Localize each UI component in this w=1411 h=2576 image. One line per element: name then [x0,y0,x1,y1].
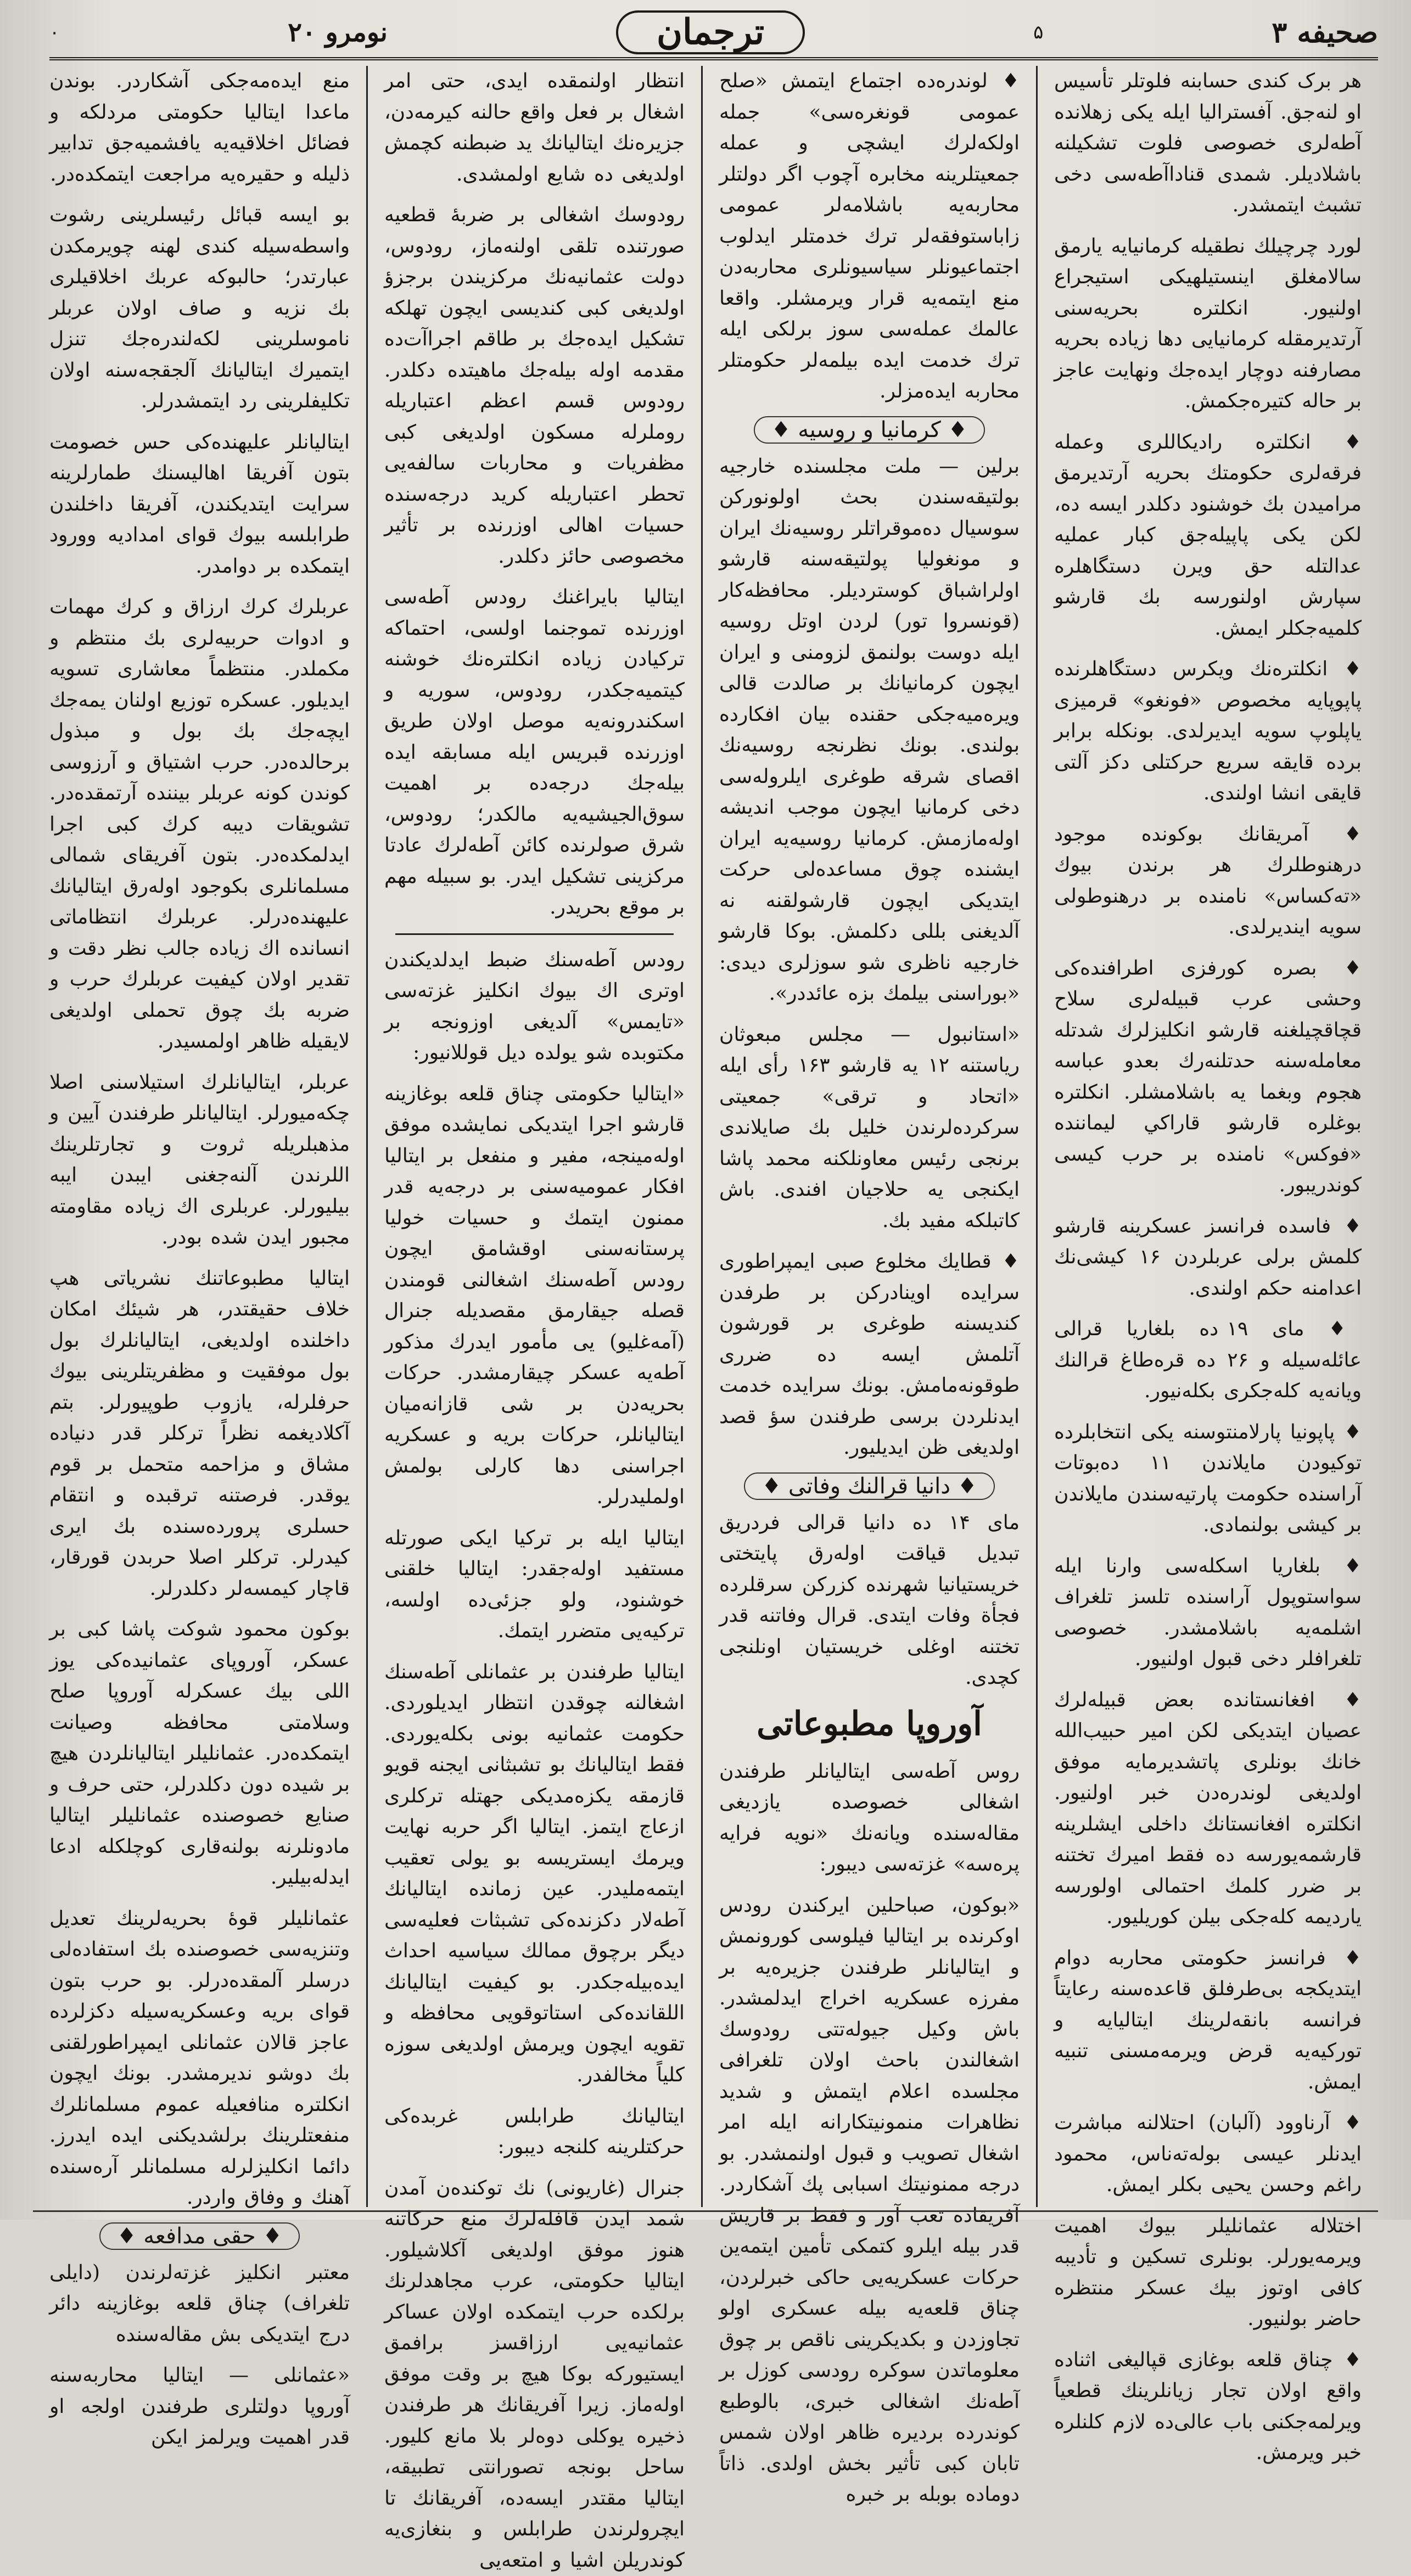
paragraph: «عثمانلی — ايتاليا محاربه‌سنه آوروپا دولتلری طرفندن اولجه او قدر اهميت ويرلمز ايكن [49,2360,350,2454]
column-4 [33,66,368,2207]
subheading-text: ♦ حقی مدافعه ♦ [99,2222,300,2250]
paragraph: مای ۱۴ ده دانيا قرالی فردريق تبديل قياقت اولەرق پايتختی خريستيانيا شهرنده كزركن سرقلرده فجأة وفات ايتدی. قرال وفاتنه قدر تختنه اوغلی خريستيان اونلنجی كچدی. [719,1508,1020,1694]
paragraph: ايتاليا طرفندن بر عثمانلی آطەسنك اشغالنه چوقدن انتظار ايديلوردی. حكومت عثمانيه بونی بكلەيوردی. فقط ايتاليانك بو تشبثانی ايجنه قويو قازمقه يكزەمديكی جهتله تركلری ازعاج ايتمز. ايتاليا اگر حربه نهايت ويرمك ايستريسه بو يولی تعقيب ايتمه‌ملیدر. عين زمانده ايتاليانك آطەلار دكزنده‌كی تشبثات فعليه‌سی ديگر برچوق ممالك سياسيه احداث ايده‌بيلەجكدر. بو كيفيت ايتاليانك اللقانده‌كی استاتوقويی محافظه و تقويه ايچون ويرمش اولديغی سوزه كلياً مخالفدر. [384,1657,685,2091]
paragraph: ♦ بلغاريا اسكله‌سی وارنا ايله سواستوپول آراسنده تلسز تلغراف اشلمه‌يه باشلامشدر. خصوصی تلغرافلر دخی قبول اولنيور. [1054,1551,1362,1675]
paragraph: ايتاليا ايله بر تركيا ايكی صورتله مستفيد اولەجقدر: ايتاليا خلقنی خوشنود، ولو جزئی‌ده اولسه، تركيه‌يی متضرر ايتمك. [384,1523,685,1647]
paragraph: ايتاليا بايراغنك رودس آطەسی اوزرنده تموجنما اولسی، احتماكه تركيادن زياده انكلترەنك خوشنه كيتمیه‌جكدر، رودوس، سوريه و اسكندرونه‌يه موصل اولان طريق اوزرنده قبريس ايله مسابقه ايده بيله‌جك درجه‌ده بر اهميت سوق‌الجيشيه‌يه مالكدر؛ رودوس، شرق صولرنده كائن آطەلرك عادتا مركزينی تشكيل ايدر. بو سبيله مهم بر موقع بحريدر. [384,582,685,923]
paragraph: ايتاليانك طرابلس غربده‌كی حركتلرينه كلنجه ديبور: [384,2101,685,2163]
paragraph: ايتاليا مطبوعاتنك نشرياتی هپ خلاف حقيقتدر، هر شيئك امكان داخلنده اولديغی، ايتاليانلرك بول بول موفقيت و مظفريتلرينی بيوك حرفلرله، يازوب طوپيورلر. بتم آكلاديغمه نظراً تركلر قدر دنياده مشاق و مزاحمه متحمل بر قوم يوقدر. فرصتنه ترقبده و انتقام حسلری پرورده‌سنده بك ايری كيدرلر. تركلر اصلا حربدن قورقار، قاچار كيمسه‌لر دكلدرلر. [49,1263,350,1605]
section-title: آوروپا مطبوعاتی [719,1705,1020,1743]
subheading-text: ♦ كرمانيا و روسيه ♦ [754,416,986,444]
paragraph: برلين — ملت مجلسنده خارجيه بولتيقەسندن بحث اولونوركن سوسيال دەموقراتلر روسيه‌نك ايران و مونغوليا پولتيقەسنه قارشو اولراشباق كوسترديلر. محافظه‌كار (قونسروا تور) لردن اوتل روسيه ايله دوست بولنمق لزومنی و ايران ايچون كرمانيانك بر صالدت قالی ويرەمیه‌جكی حقنده بيان افكارده بولندی. بونك نظرنجه روسيه‌نك اقصای شرقه طوغری ايلرولەسی دخی كرمانيا ايچون موجب انديشه اولەمازمش. كرمانيا روسيه‌يه ايران ايشنده چوق مساعدەلی حركت ايتديكی ايچون قارشولقنه نه آلديغنی بللی دكلمش. بوكا قارشو خارجيه ناظری شو سوزلری ديدی: «بوراسنی بيلمك بزه عائددر». [719,451,1020,1010]
paragraph: ♦ فاسده فرانسز عسكرينه قارشو كلمش برلی عربلردن ۱۶ كيشی‌نك اعدامنه حكم اولندی. [1054,1211,1362,1304]
issue-number-small: ۰ [49,21,59,43]
paragraph: ♦ چناق قلعه بوغازی قپاليغی اثناده واقع اولان تجار زيانلرينك قطعياً ويرلمەجكنی باب عالی‌ده لازم كلنلره خبر ويرمش. [1054,2345,1362,2469]
subheading [49,2224,350,2249]
paragraph: عربلرك كرك ارزاق و كرك مهمات و ادوات حربيەلری بك منتظم و مكملدر. منتظماً معاشاری تسويه ايديلور. عسكره توزيع اولنان يمه‌جك ايچه‌جك بك بول و مبذول برحالده‌در. حرب اشتياق و آرزوسی كوندن كونه عربلر بيننده آرتمقده‌در. تشويقات ديبه كرك كبی اجرا ايدلمكده‌در. بتون آفريقای شمالی مسلمانلری بكوجود اولەرق ايتاليانك عليهنده‌درلر. عربلرك انتظاماتی انسانده اك زياده جالب نظر دقت و تقدير اولان كيفيت عربلرك حرب و ضربه بك چوق تحملی اولديغی لايقيله ظاهر اولمسيدر. [49,592,350,1057]
paragraph: ايتاليانلر عليهنده‌كی حس خصومت بتون آفريقا اهاليسنك طمارلرينه سرايت ايتديكندن، آفريقا داخلندن طرابلسه بيوك قوای امداديه وورود ايتمكده بر دوامدر. [49,427,350,583]
paragraph: انتظار اولنمقده ايدی، حتی امر اشغال بر فعل واقع حالنه كيرمەدن، جزيرەنك ايتاليانك يد ضبطنه كچمش اولديغی ده شايع اولمشدی. [384,66,685,190]
paragraph: ♦ آمريقانك بوكونده موجود درهنوطلرك هر برندن بيوك «تەكساس» نامنده بر درهنوطولی سويه ايندیرلدی. [1054,819,1362,943]
paragraph: رودس آطەسنك ضبط ايدلديكندن اوتری اك بيوك انكليز غزته‌سی «تايمس» آلديغی اوزونجه بر مكتوبده شو يولده ديل قوللانيور: [384,945,685,1069]
paragraph: منع ايده‌مه‌جكی آشكاردر. بوندن ماعدا ايتاليا حكومتی مردلكه و فضائل اخلاقيه‌يه يافشميه‌جق تدابير ذليله و حقيرەيه مراجعت ايتمكده‌در. [49,66,350,190]
paragraph: عثمانليلر قوهٔ بحريەلرينك تعديل وتنزيه‌سی خصوصنده بك استفادەلی درسلر آلمقده‌درلر. بو حرب بتون قوای بريه وعسكريه‌سيله دكزلرده عاجز قالان عثمانلی ايمپراطورلقنی بك دوشو نديرمشدر. بونك ايچون انكلتره منافعيله عموم مسلمانلرك منفعتلرينك برلشديكنی ايده ايدرز. دائما انكليزلرله مسلمانلر آره‌سنده آهنك و وفاق واردر. [49,1903,350,2214]
paragraph: ♦ بصره كورفزی اطرافنده‌كی وحشی عرب قبيلەلری سلاح قچاقچيلغنه قارشو انكليزلرك شدتله معاملەسنه حدتلنه‌رك بعدو عباسه هجوم وبغما يه باشلامشلر. انكلتره بوغلره قارشو قاراكي ليماننده «فوكس» نامنده بر حرب كيسی كوندريبور. [1054,953,1362,1201]
paragraph: ♦ آرناوود (آلبان) احتلالنه مباشرت ايدنلر عيسی بولەتەناس، محمود راغم وحسن يحيی بكلر ايمش. [1054,2108,1362,2201]
paragraph: هر برک کندی حسابنه فلوتلر تأسیس او لنەجق. آفستراليا ايله يكی زهلانده آطەلری خصوصی فلوت تشکيلنه باشلاديلر. شمدی قناداآطەسی دخی تشبث ایتمشدر. [1054,66,1362,221]
page-header [49,8,1378,60]
page-number-small: ۵ [1033,21,1043,43]
paragraph: اختلاله عثمانليلر بيوك اهميت ويرمەيورلر. بونلری تسكين و تأديبه كافی اوتوز بيك عسكر منتظره حاضر بولنيور. [1054,2211,1362,2335]
paragraph: رودوسك اشغالی بر ضربهٔ قطعيه صورتنده تلقی اولنەماز، رودوس، دولت عثمانيەنك مركزيندن برجزؤ اولديغی كبی كندیسی ايچون تهلكه تشكيل ايده‌جك بر طاقم اجراآت‌ده مقدمه اوله بيله‌جك ماهيتده دكلدر. رودوس قسم اعظم اعتباريله روملرله مسكون اولديغی كبی مظفريات و محاربات سالفه‌يی تحطر اعتباريله كريد درجەسنده حسيات اهالی اوزرنده بر تأثير مخصوصی حائز دكلدر. [384,200,685,572]
paragraph: روس آطەسی ايتاليانلر طرفندن اشغالی خصوصده يازديغی مقالەسنده ويانەنك «نويه فرايه پرەسه» غزته‌سی ديبور: [719,1756,1020,1880]
subheading-text: ♦ دانيا قرالنك وفاتی ♦ [744,1472,994,1500]
divider [395,933,674,935]
paragraph: عربلر، ايتاليانلرك استيلاسنی اصلا چكه‌ميورلر. ايتاليانلر طرفندن آيين و مذهبلريله ثروت و تجارتلرينك اللرندن آلنه‌جغنی ايبدن ايبه بيليورلر. عربلری اك زياده مقاومته مجبور ايدن شده بودر. [49,1067,350,1253]
paragraph: ♦ مای ۱۹ ده بلغاريا قرالی عائلەسيله و ۲۶ ده قره‌طاغ قرالنك ويانه‌يه كله‌جكری بكله‌نيور. [1054,1314,1362,1407]
column-1 [1038,66,1378,2207]
subheading [719,417,1020,443]
paragraph: ♦ لوندره‌ده اجتماع ايتمش «صلح عمومی قونغرەسی» جمله اولكەلرك ايشچی و عمله جمعيتلرينه مخابره آچوب اگر دولتلر محاربه‌يه باشلامه‌لر عمومی زاباستوفقه‌لر ترك خدمتلر ايدلوب اجتماعيونلر سياسيونلری محاربەدن منع ايتمه‌يه قرار ويرمشلر. واقعا عالمك عملەسی سوز برلكی ايله ترك خدمت ايده بيلمه‌لر حكومتلر محاربه ايده‌مزلر. [719,66,1020,407]
paragraph: معتبر انكليز غزته‌لرندن (دايلی تلغراف) چناق قلعه بوغازينه دائر درج ايتديكی بش مقاله‌سنده [49,2258,350,2351]
column-3 [368,66,703,2207]
footer-rule [33,2210,1378,2212]
page-label [1272,16,1378,49]
paragraph: ♦ پاپونيا پارلامنتوسنه يكی انتخابلرده توكيودن مايلاندن ۱۱ دەبوتات آراسنده حكومت پارتيەسندن مايلاندن بر كيشی بولنمادی. [1054,1417,1362,1541]
paragraph: ♦ انكلتره راديكاللری وعمله فرقەلری حكومتك بحريه آرتديرمق مراميدن بك خوشنود دکلدر ایسه ده، لكن يكی پاپيله‌جق كبار عمليه عدالتله حق ويرن دستگاهلره سپارش اولنورسه بك قارشو كلمیه‌جكلر ايمش. [1054,427,1362,645]
paragraph: ♦ فرانسز حكومتی محاربه دوام ايتديكجه بی‌طرفلق قاعده‌سنه رعايتاً فرانسه بانقەلرينك ايتاليايه و توركيه‌يه قرض ويرمه‌مسنی تنبيه ايمش. [1054,1943,1362,2098]
paragraph: بوكون محمود شوكت پاشا كبی بر عسكر، آوروپای عثمانيده‌كی يوز اللی بيك عسكرله آوروپا صلح وسلامتی محافظه وصيانت ايتمكده‌در. عثمانليلر ايتاليانلردن هيچ بر شيده دون دكلدرلر، حتی حرف و صنايع خصوصنده عثمانليلر ايتاليا مادونلرنه بولنه‌قاری كوچلكله ادعا ايدلەبيلير. [49,1614,350,1894]
article-columns [33,66,1378,2207]
paragraph: «بوكون، صباحلين ايركندن رودس اوكرنده بر ايتاليا فيلوسی كورونمش و ايتاليانلر طرفندن جزيرەيه بر مفرزه عسكريه اخراج ايدلمشدر. باش وكيل جيولەتتی رودوسك اشغالندن باحث اولان تلغرافی مجلسده اعلام ايتمش و شديد نظاهرات منمونيتكارانه ايله امر اشغال تصويب و قبول اولنمشدر. بو درجه ممنونيتك اسبابی پك آشكاردر. آفريقاده تعب آور و فقط بر قاريش قدر بيله ايلرو كتمكی تأمين ايتمەين حركات عسكريه‌يی حاكی خبرلردن، چناق قلعه‌يه بيله عسكری اولو تجاوزدن و بكديكرينی ناقص بر چوق معلوماتدن سوكره رودسی كوزل بر آطەنك اشغالی خبری، بالوطبع كوندرده بردیره ظاهر اولان شمس تابان كبی تأثير بخش اولدی. ذاتاً دوماده بوبله بر خبره [719,1890,1020,2511]
newspaper-title: ترجمان [616,10,805,54]
paragraph: «ايتاليا حكومتی چناق قلعه بوغازينه قارشو اجرا ايتديكی نمايشده موفق اولەمينجه، مفير و منفعل بر ايتاليا افكار عموميەسنی بر درجه‌يه قدر ممنون ايتمك و حسيات خوليا پرستانه‌سنی اوقشامق ايچون رودس آطەسنك اشغالنی قومندن قصله جيقارمق مقصديله جنرال (آمه‌غليو) يی مأمور ايدرك مذكور آطه‌يه عسكر چيقارمشدر. حركات بحريەدن بر شی قازانەميان ايتاليانلر، حركات بريه و عسكريه اجراسنی دها كارلی بولمش اولمليدرلر. [384,1079,685,1513]
paragraph: ♦ قطايك مخلوع صبی ايمپراطوری سرايده اوينادركن بر طرفدن كندیسنه طوغری بر قورشون آتلمش ايسه ده ضرری طوقونەمامش. بونك سرايده خدمت ايدنلردن برسی طرفندن سؤ قصد اولديغی ظن ايديليور. [719,1246,1020,1464]
subheading [719,1474,1020,1499]
paragraph: ♦ افغانستانده بعض قبيلەلرك عصيان ايتديكی لكن امير حبيب‌الله خانك بونلری پاتشديرمايه موفق اولديغی لوندرەدن خبر اولنيور. انكلتره افغانستانك داخلی ايشلرينه قارشمه‌يورسه ده فقط اميرك تختنه بر ضرر كلمك احتمالی اولورسه يارديمه كله‌جكی بيلن كوريليور. [1054,1685,1362,1933]
page-label-text: صحیفه ۳ [1272,16,1378,49]
column-2 [703,66,1038,2207]
paragraph: لورد چرچیلك نطقیله كرمانیایه یارمق سالامغلق اینستيلهيكی استیجراع اولنيور. انكلتره بحريەسنی آرتديرمقله كرمانيايی دها زياده بحريه مصارفنه دوچار ايده‌جك ونهايت عاجز بر حاله كتيره‌جكمش. [1054,231,1362,417]
issue-label: نومرو ۲۰ [288,17,388,48]
paragraph: ♦ انكلترەنك ويكرس دستگاهلرنده پاپوپایه مخصوص «فونغو» قرميزی یاپلوپ سويه ايديرلدی. بونكله برابر برده قايقه سريع حركتلی دكز آلتی قايقی انشا اولندی. [1054,654,1362,809]
paragraph: بو ايسه قبائل رئيسلرينی رشوت واسطه‌سيله كندی لهنه چويرمكدن عبارتدر؛ حالبوكه عربك اخلاقيلری بك نزيه و صاف اولان عربلر ناموسلرينی لكه‌لندره‌جك تنزل ايتميرك ايتاليانك آلجقجه‌سنه اولان تكليفلرينی رد ايتمشدرلر. [49,200,350,417]
paragraph: «استانبول — مجلس مبعوثان رياستنه ۱۲ يه قارشو ۱۶۳ رأی ايله «اتحاد و ترقی» جمعيتی سركردەلرندن خليل بك صايلاندی برنجی رئيس معاونلكنه محمد پاشا ايكنجی يه حلاجيان افندی. باش كاتبلكه مفيد بك. [719,1020,1020,1237]
paragraph: جنرال (غاريونی) نك توكنده‌ن آمدن شمد ايدن قافلەلرك منع حركاتنه هنوز موفق اولديغی آكلاشيلور. ايتاليا حكومتی، عرب مجاهدلرنك برلكده حرب ايتمكده اولان عساكر عثمانيه‌يی ارزاقسز برافمق ايستيوركه بوكا هيچ بر وقت موفق اولەماز. زيرا آفريقانك هر طرفندن ذخيره يوكلی دوەلر بلا مانع كليور. ساحل بونجه تصورانتی تطبيقه، ايتاليا مقتدر ايسه‌ده، آفريقانك تا ايچرولرندن طرابلس و بنغازی‌يه كوندريلن اشيا و امتعه‌يی [384,2173,685,2576]
